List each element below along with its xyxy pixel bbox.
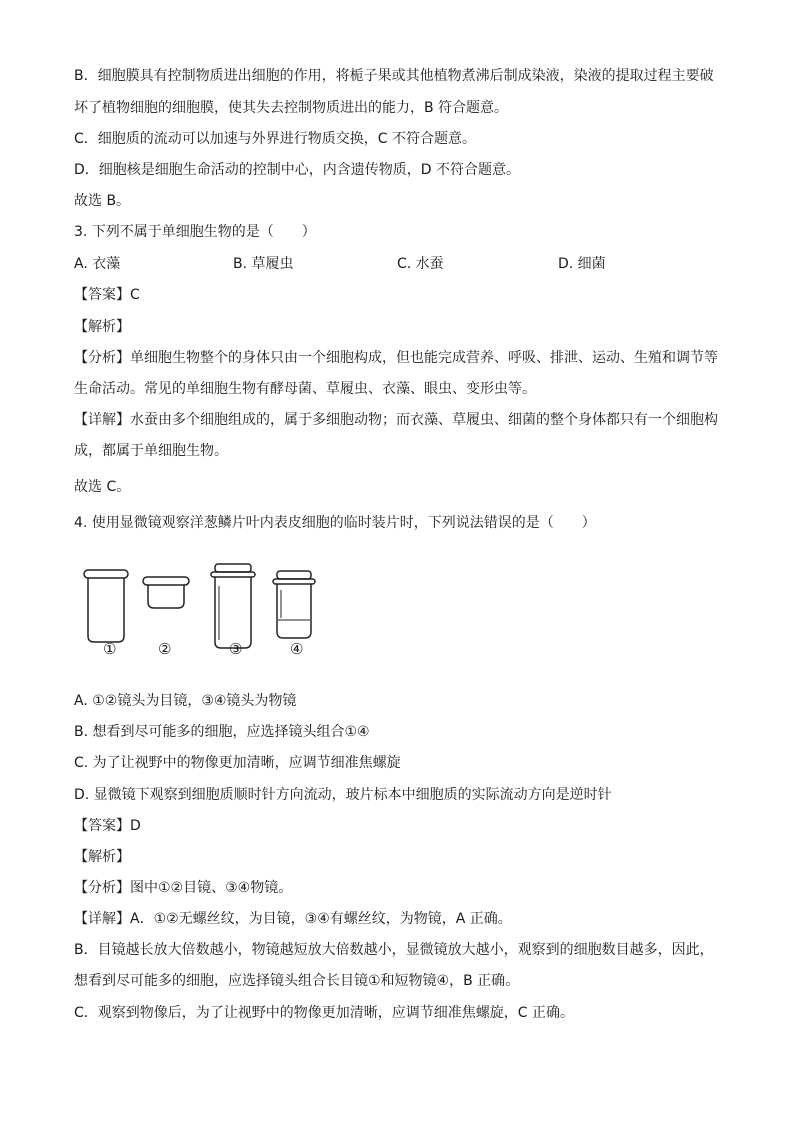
text-line: B．细胞膜具有控制物质进出细胞的作用，将栀子果或其他植物煮沸后制成染液，染液的提取过程主要破 <box>74 68 714 84</box>
answer-label: 【答案】C <box>74 287 140 303</box>
text-line: 【详解】水蚕由多个细胞组成的，属于多细胞动物；而衣藻、草履虫、细菌的整个身体都只有一个细胞构 <box>74 412 718 428</box>
q4-option-b: B. 想看到尽可能多的细胞，应选择镜头组合①④ <box>74 724 370 740</box>
text-line: 生命活动。常见的单细胞生物有酵母菌、草履虫、衣藻、眼虫、变形虫等。 <box>74 381 536 397</box>
q3-option-d: D. 细菌 <box>558 256 606 272</box>
eyepiece-long-icon <box>84 570 128 642</box>
q4-option-a: A. ①②镜头为目镜，③④镜头为物镜 <box>74 693 297 709</box>
figure-label-4: ④ <box>290 640 304 658</box>
text-line: 想看到尽可能多的细胞，应选择镜头组合长目镜①和短物镜④，B 正确。 <box>74 973 520 989</box>
analysis-label: 【解析】 <box>74 319 130 335</box>
text-line: 成，都属于单细胞生物。 <box>74 443 228 459</box>
text-line: 故选 C。 <box>74 479 131 495</box>
text-line: 【分析】图中①②目镜、③④物镜。 <box>74 880 293 896</box>
text-line: 坏了植物细胞的细胞膜，使其失去控制物质进出的能力，B 符合题意。 <box>74 100 509 116</box>
objective-short-icon <box>273 571 315 638</box>
eyepiece-short-icon <box>143 577 189 608</box>
q4-option-d: D. 显微镜下观察到细胞质顺时针方向流动，玻片标本中细胞质的实际流动方向是逆时针 <box>74 787 612 803</box>
q3-option-c: C. 水蚕 <box>397 256 444 272</box>
figure-label-2: ② <box>158 640 172 658</box>
q3-option-b: B. 草履虫 <box>233 256 294 272</box>
microscope-lens-figure <box>74 556 374 666</box>
text-line: B．目镜越长放大倍数越小，物镜越短放大倍数越小，显微镜放大越小，观察到的细胞数目越多，因此， <box>74 942 714 958</box>
q4-option-c: C. 为了让视野中的物像更加清晰，应调节细准焦螺旋 <box>74 755 401 771</box>
text-line: 故选 B。 <box>74 193 131 209</box>
text-line: C．观察到物像后，为了让视野中的物像更加清晰，应调节细准焦螺旋，C 正确。 <box>74 1005 574 1021</box>
q3-option-a: A. 衣藻 <box>74 256 121 272</box>
analysis-label: 【解析】 <box>74 849 130 865</box>
objective-long-icon <box>211 564 255 648</box>
figure-label-3: ③ <box>229 640 243 658</box>
text-line: C．细胞质的流动可以加速与外界进行物质交换，C 不符合题意。 <box>74 131 476 147</box>
answer-label: 【答案】D <box>74 818 141 834</box>
text-line: 【分析】单细胞生物整个的身体只由一个细胞构成，但也能完成营养、呼吸、排泄、运动、生殖和调节等 <box>74 350 718 366</box>
text-line: D．细胞核是细胞生命活动的控制中心，内含遗传物质，D 不符合题意。 <box>74 162 521 178</box>
question-4: 4. 使用显微镜观察洋葱鳞片叶内表皮细胞的临时装片时，下列说法错误的是（ ） <box>74 515 596 531</box>
figure-label-1: ① <box>103 640 117 658</box>
text-line: 【详解】A．①②无螺丝纹，为目镜，③④有螺丝纹，为物镜，A 正确。 <box>74 911 512 927</box>
question-3: 3. 下列不属于单细胞生物的是（ ） <box>74 224 316 240</box>
